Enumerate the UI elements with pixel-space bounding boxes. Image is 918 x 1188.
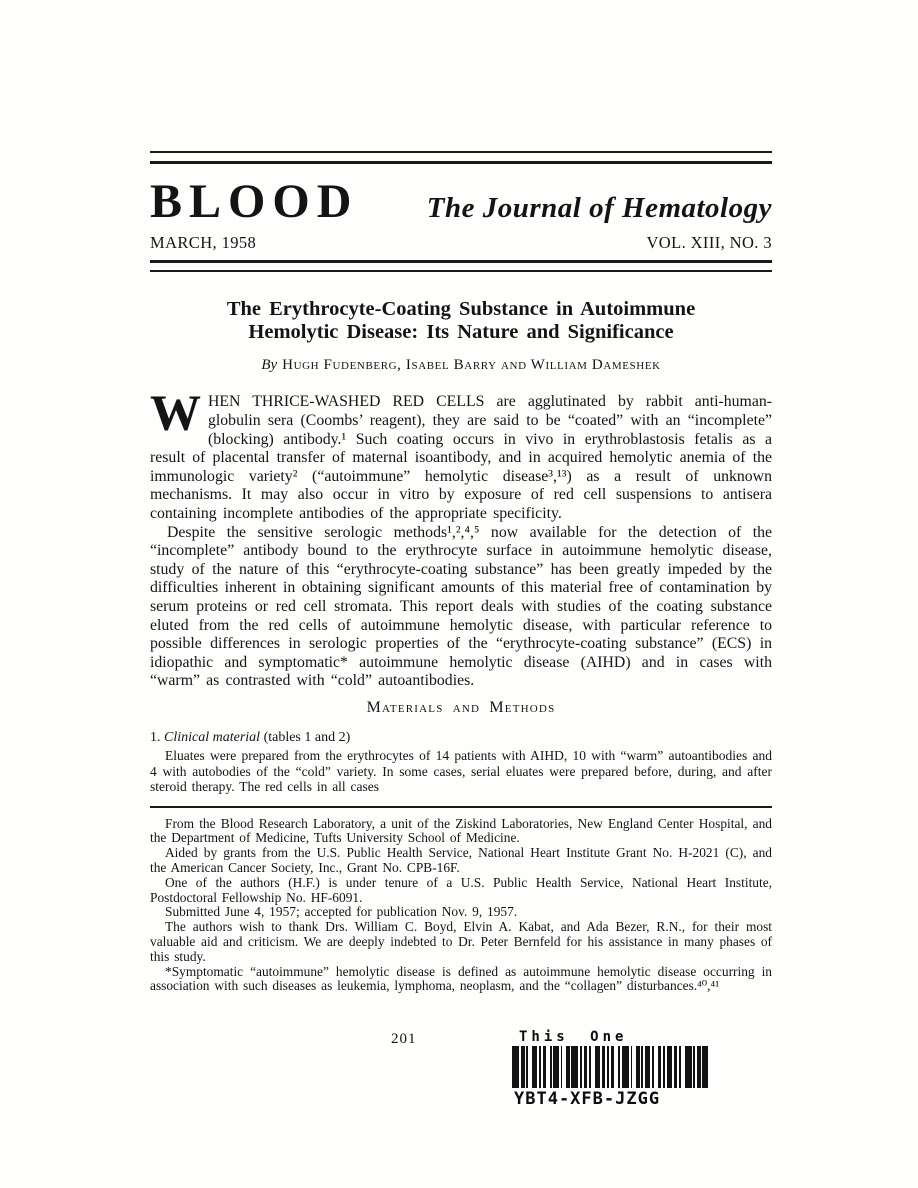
paragraph-2: Despite the sensitive serologic methods¹,²,⁴,⁵ now available for the detection of the “incomplete” antibody bound to the erythrocyte surface in autoimmune hemolytic disease, study of the nature of this “erythrocyte-coating substance” has been greatly impeded by the difficulties inherent in obtaining significant amounts of this material free of contamination by serum proteins or red cell stromata. This report deals with studies of the coating substance eluted from the red cells of autoimmune hemolytic disease, with particular reference to possible differences in serologic properties of the “erythrocyte-coating substance” (ECS) in idiopathic and symptomatic* autoimmune hemolytic disease (AIHD) and in cases with “warm” as contrasted with “cold” autoantibodies.	[150, 523, 772, 690]
footnote-submission: Submitted June 4, 1957; accepted for publication Nov. 9, 1957.	[165, 904, 518, 920]
footnote-grants: Aided by grants from the U.S. Public Health Service, National Heart Institute Grant No. H-2021 (C), and the American Cancer Society, Inc., Grant No. CPB-16F.	[150, 845, 772, 876]
barcode-code: YBT4-XFB-JZGG	[514, 1089, 661, 1109]
top-rule-thick	[150, 161, 772, 164]
article-title	[150, 298, 772, 344]
page-number: 201	[391, 1031, 417, 1047]
paragraph-1-lead: HEN THRICE-WASHED RED CELLS	[208, 393, 485, 411]
footnote-affiliation: From the Blood Research Laboratory, a unit of the Ziskind Laboratories, New England Center Hospital, and the Department of Medicine, Tufts University School of Medicine.	[150, 815, 772, 846]
paragraph-1-text: are agglutinated by rabbit anti-human-globulin sera (Coombs’ reagent), they are said to be “coated” with an “incomplete” (blocking) antibody.¹ Such coating occurs in vivo in erythroblastosis fetalis as a result of placental transfer of maternal isoantibody, and in acquired hemolytic anemia of the immunologic variety² (“autoimmune” hemolytic disease³,¹³) as a result of unknown mechanisms. It may also occur in vitro by exposure of red cell suspensions to antisera containing incomplete antibodies of the appropriate specificity.	[150, 393, 773, 522]
methods-item-suffix: (tables 1 and 2)	[263, 730, 351, 746]
mid-rule-thin	[150, 270, 772, 272]
footnote-acknowledgments: The authors wish to thank Drs. William C. Boyd, Elvin A. Kabat, and Ada Bezer, R.N., for their most valuable aid and criticism. We are deeply indebted to Dr. Peter Bernfeld for his assistance in many phases of this study.	[150, 919, 772, 964]
footnote-fellowship: One of the authors (H.F.) is under tenure of a U.S. Public Health Service, National Heart Institute, Postdoctoral Fellowship No. HF-6091.	[150, 874, 772, 905]
this-one-stamp: This One	[519, 1029, 628, 1045]
article-title-line1: The Erythrocyte-Coating Substance in Autoimmune	[226, 298, 696, 321]
byline-prefix: By	[261, 357, 278, 374]
issue-date: MARCH, 1958	[150, 233, 257, 253]
mid-rule-thick	[150, 260, 772, 263]
methods-item-title: Clinical material	[164, 730, 261, 746]
page-content	[150, 0, 772, 994]
journal-name: BLOOD	[150, 175, 359, 228]
article-title-line2: Hemolytic Disease: Its Nature and Significance	[248, 321, 674, 344]
volume-issue: VOL. XIII, NO. 3	[646, 233, 772, 253]
journal-subtitle: The Journal of Hematology	[426, 192, 772, 224]
footnotes	[150, 817, 772, 995]
issue-line	[150, 233, 772, 253]
byline-authors: Hugh Fudenberg, Isabel Barry and William Dameshek	[282, 357, 661, 374]
dropcap-w: W	[150, 386, 201, 443]
byline	[150, 357, 772, 374]
footnote-symptomatic-definition: *Symptomatic “autoimmune” hemolytic disease is defined as autoimmune hemolytic disease occurring in association with such diseases as leukemia, lymphoma, neoplasm, and the “collagen” disturbances.⁴⁰,⁴¹	[150, 963, 772, 994]
section-heading-materials-methods: Materials and Methods	[366, 698, 556, 716]
barcode	[512, 1046, 714, 1088]
article-body	[150, 386, 773, 691]
paragraph-1	[150, 386, 773, 523]
methods-item-heading	[150, 730, 772, 746]
masthead	[150, 177, 772, 227]
top-rule-thin	[150, 151, 772, 153]
methods-item-number: 1.	[150, 730, 161, 746]
footnote-rule	[150, 806, 772, 808]
methods-paragraph: Eluates were prepared from the erythrocytes of 14 patients with AIHD, 10 with “warm” autoantibodies and 4 with autobodies of the “cold” variety. In some cases, serial eluates were prepared before, during, and after steroid therapy. The red cells in all cases	[150, 748, 772, 795]
